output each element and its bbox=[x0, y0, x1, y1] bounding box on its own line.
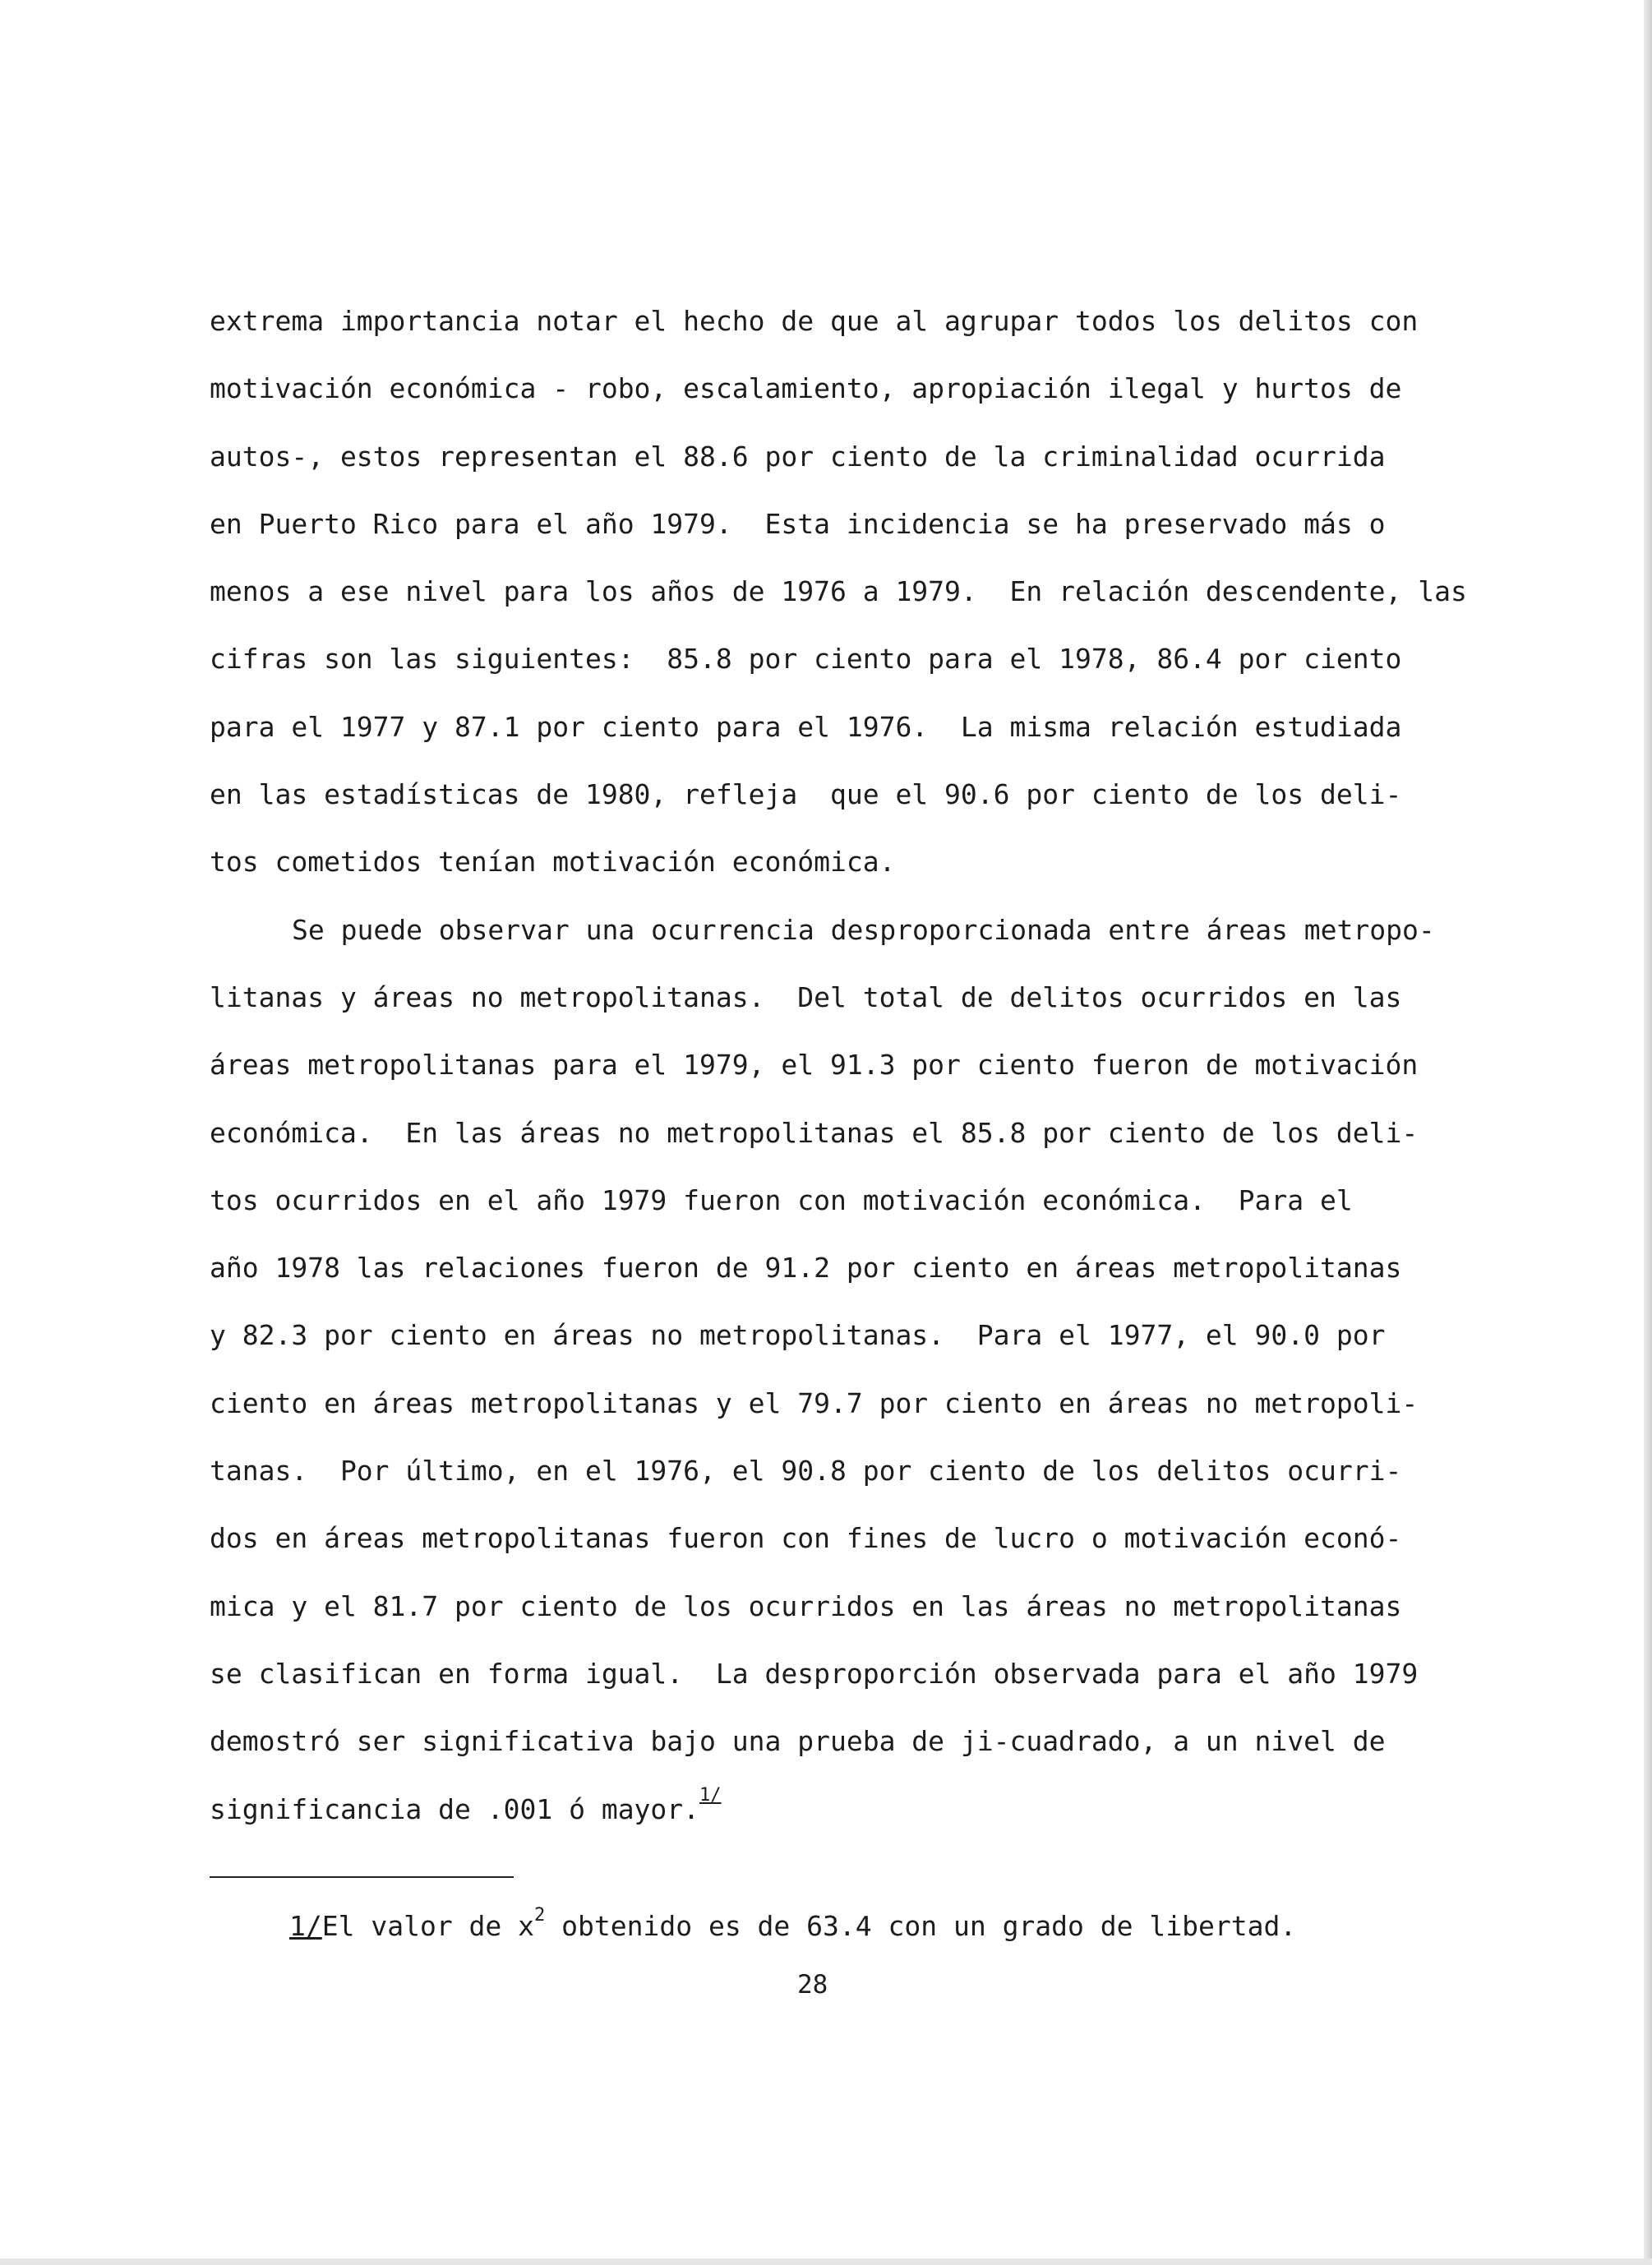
body-line: en las estadísticas de 1980, refleja que el 90.6 por ciento de los deli- bbox=[210, 778, 1402, 811]
body-line: cifras son las siguientes: 85.8 por ciento para el 1978, 86.4 por ciento bbox=[210, 643, 1402, 676]
page-edge-shadow bbox=[1644, 0, 1652, 2265]
footnote-separator bbox=[210, 1876, 514, 1878]
body-line: se clasifican en forma igual. La desproporción observada para el año 1979 bbox=[210, 1657, 1419, 1690]
body-line: económica. En las áreas no metropolitanas el 85.8 por ciento de los deli- bbox=[210, 1116, 1419, 1149]
body-line: dos en áreas metropolitanas fueron con fines de lucro o motivación econó- bbox=[210, 1522, 1402, 1555]
footnote-reference: 1/ bbox=[699, 1784, 722, 1806]
paragraph-start-line: Se puede observar una ocurrencia desproporcionada entre áreas metropo- bbox=[292, 913, 1435, 946]
body-line: tanas. Por último, en el 1976, el 90.8 por ciento de los delitos ocurri- bbox=[210, 1455, 1402, 1488]
body-line: áreas metropolitanas para el 1979, el 91.3 por ciento fueron de motivación bbox=[210, 1049, 1419, 1082]
footnote-text-after: obtenido es de 63.4 con un grado de libertad. bbox=[545, 1910, 1297, 1942]
page-bottom-edge bbox=[0, 2258, 1652, 2265]
body-line: demostró ser significativa bajo una prueba de ji-cuadrado, a un nivel de bbox=[210, 1725, 1386, 1758]
body-line: tos cometidos tenían motivación económica. bbox=[210, 846, 896, 879]
body-line: extrema importancia notar el hecho de que al agrupar todos los delitos con bbox=[210, 305, 1419, 337]
body-line: para el 1977 y 87.1 por ciento para el 1976. La misma relación estudiada bbox=[210, 710, 1402, 743]
body-line: en Puerto Rico para el año 1979. Esta incidencia se ha preservado más o bbox=[210, 507, 1386, 540]
body-line: menos a ese nivel para los años de 1976 a 1979. En relación descendente, las bbox=[210, 575, 1467, 608]
last-body-text: significancia de .001 ó mayor. bbox=[210, 1792, 700, 1825]
body-line: motivación económica - robo, escalamiento, apropiación ilegal y hurtos de bbox=[210, 372, 1402, 405]
body-line: mica y el 81.7 por ciento de los ocurridos en las áreas no metropolitanas bbox=[210, 1589, 1402, 1622]
last-body-line bbox=[210, 1776, 1492, 1843]
page-number: 28 bbox=[797, 1970, 828, 2000]
body-line: autos-, estos representan el 88.6 por ciento de la criminalidad ocurrida bbox=[210, 440, 1386, 473]
body-line: y 82.3 por ciento en áreas no metropolitanas. Para el 1977, el 90.0 por bbox=[210, 1319, 1386, 1352]
body-line: litanas y áreas no metropolitanas. Del total de delitos ocurridos en las bbox=[210, 980, 1402, 1013]
footnote bbox=[289, 1900, 1296, 1947]
footnote-superscript: 2 bbox=[534, 1905, 546, 1926]
footnote-text-before: El valor de x bbox=[321, 1910, 535, 1942]
footnote-number: 1/ bbox=[289, 1910, 322, 1942]
body-line: ciento en áreas metropolitanas y el 79.7 por ciento en áreas no metropoli- bbox=[210, 1386, 1419, 1419]
body-text bbox=[210, 288, 1492, 1843]
body-line: tos ocurridos en el año 1979 fueron con motivación económica. Para el bbox=[210, 1183, 1353, 1216]
body-line: año 1978 las relaciones fueron de 91.2 por ciento en áreas metropolitanas bbox=[210, 1252, 1402, 1285]
